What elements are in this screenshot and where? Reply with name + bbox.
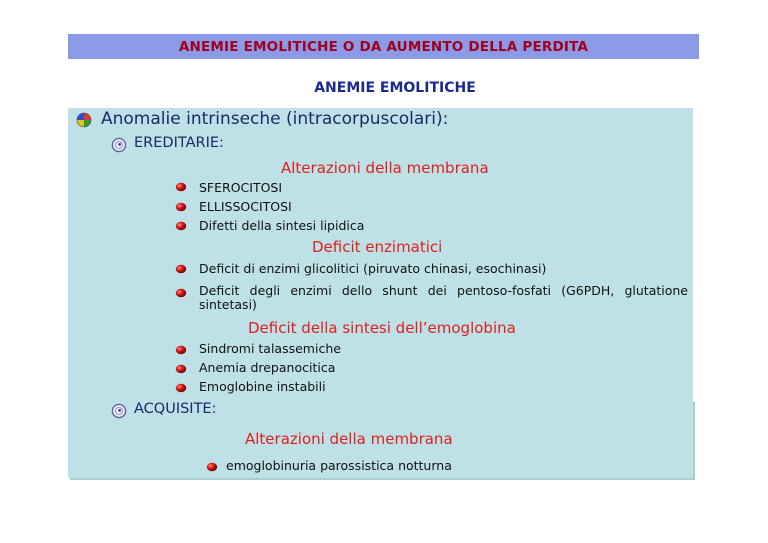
swirl-bullet-icon — [111, 137, 127, 153]
red-bullet-icon — [175, 202, 187, 212]
red-bullet-icon — [175, 345, 187, 355]
list-item: emoglobinuria parossistica notturna — [226, 458, 452, 473]
red-bullet-icon — [175, 364, 187, 374]
membrane-section-title: Alterazioni della membrana — [281, 159, 489, 177]
enzymatic-section-title: Deficit enzimatici — [312, 238, 443, 256]
list-item: Emoglobine instabili — [199, 379, 326, 394]
level1-heading: Anomalie intrinseche (intracorpuscolari): — [101, 109, 449, 129]
red-bullet-icon — [175, 288, 187, 298]
red-bullet-icon — [206, 462, 218, 472]
red-bullet-icon — [175, 221, 187, 231]
list-item: Sindromi talassemiche — [199, 341, 341, 356]
hereditary-label: EREDITARIE: — [134, 135, 224, 151]
list-item: SFEROCITOSI — [199, 180, 283, 195]
red-bullet-icon — [175, 264, 187, 274]
hemoglobin-section-title: Deficit della sintesi dell’emoglobina — [248, 319, 516, 337]
subtitle: ANEMIE EMOLITICHE — [314, 80, 476, 96]
list-item: ELLISSOCITOSI — [199, 199, 292, 214]
list-item: Deficit di enzimi glicolitici (piruvato chinasi, esochinasi) — [199, 261, 547, 276]
list-item: Anemia drepanocitica — [199, 360, 336, 375]
acquired-membrane-section-title: Alterazioni della membrana — [245, 430, 453, 448]
red-bullet-icon — [175, 383, 187, 393]
list-item: Deficit degli enzimi dello shunt dei pentoso-fosfati (G6PDH, glutatione sintetasi) — [199, 283, 688, 312]
header-title: ANEMIE EMOLITICHE O DA AUMENTO DELLA PERDITA — [68, 34, 699, 59]
sphere-bullet-icon — [76, 112, 92, 128]
acquired-label: ACQUISITE: — [134, 401, 217, 417]
list-item: Difetti della sintesi lipidica — [199, 218, 365, 233]
red-bullet-icon — [175, 182, 187, 192]
swirl-bullet-icon — [111, 403, 127, 419]
